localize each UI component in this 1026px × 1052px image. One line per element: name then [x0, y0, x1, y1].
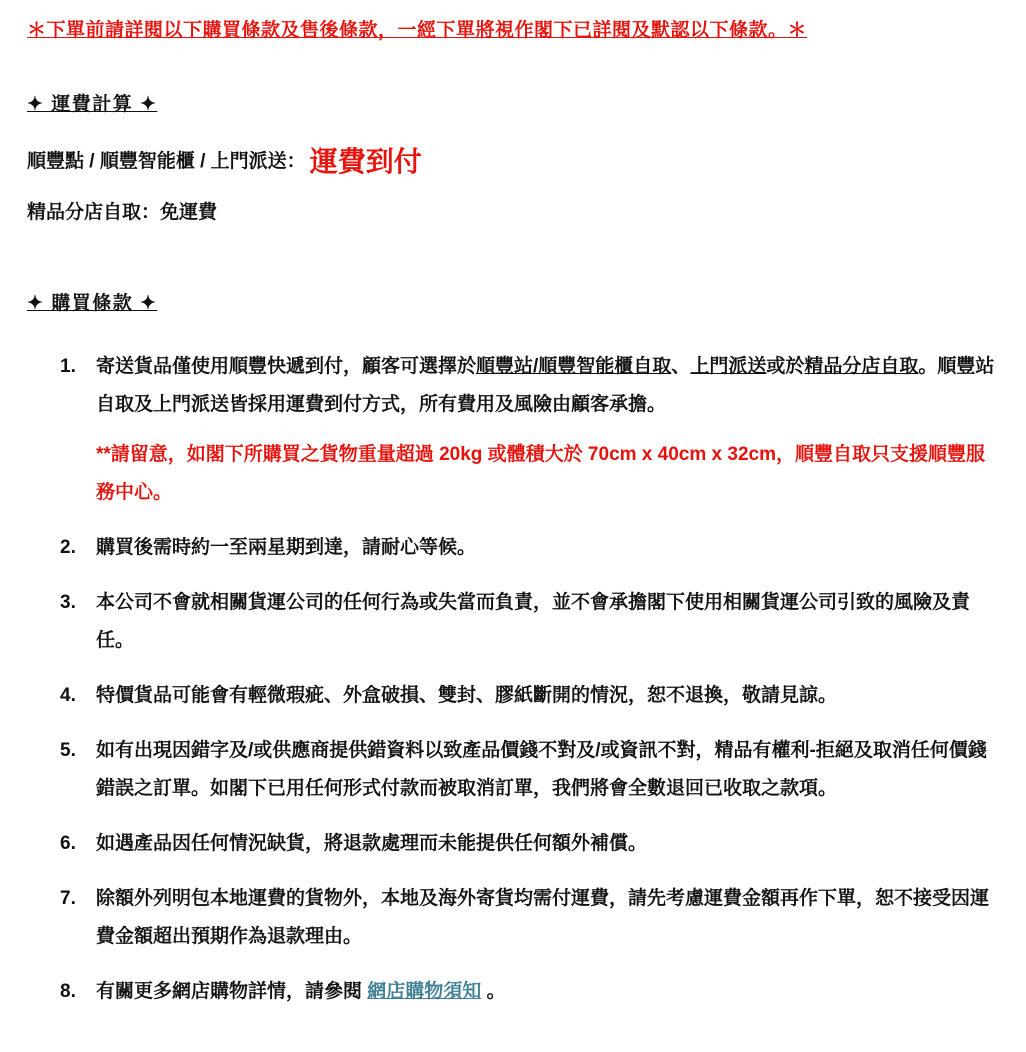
term-item-2 — [60, 529, 996, 567]
term-item-1-pickup-option-underlined: 順豐站/順豐智能櫃自取 — [476, 355, 672, 377]
term-item-7-number: 7. — [60, 887, 76, 909]
term-item-4-text: 特價貨品可能會有輕微瑕疵、外盒破損、雙封、膠紙斷開的情況，恕不退換，敬請見諒。 — [96, 684, 838, 706]
store-shopping-guide-link[interactable]: 網店購物須知 — [367, 980, 482, 1002]
store-pickup-text: 精品分店自取：免運費 — [27, 201, 218, 223]
term-item-3 — [60, 584, 996, 660]
term-item-2-text: 購買後需時約一至兩星期到達，請耐心等候。 — [96, 536, 477, 558]
term-item-7-text: 除額外列明包本地運費的貨物外，本地及海外寄貨均需付運費，請先考慮運費金額再作下單，恕不接受因運費金額超出預期作為退款理由。 — [96, 887, 990, 947]
term-item-7 — [60, 880, 996, 956]
term-item-5-text: 如有出現因錯字及/或供應商提供錯資料以致產品價錢不對及/或資訊不對，精品有權利-拒絕及取消任何價錢錯誤之訂單。如閣下已用任何形式付款而被取消訂單，我們將會全數退回已收取之款項。 — [96, 739, 987, 799]
term-item-1-weight-warning: **請留意，如閣下所購買之貨物重量超過 20kg 或體積大於 70cm x 40cm x 32cm，順豐自取只支援順豐服務中心。 — [96, 443, 985, 503]
shipping-methods-label: 順豐點 / 順豐智能櫃 / 上門派送： — [27, 150, 306, 172]
term-item-1-store-pickup-underlined: 精品分店自取 — [804, 355, 919, 377]
pre-order-notice: ＊下單前請詳閱以下購買條款及售後條款，一經下單將視作閣下已詳閱及默認以下條款。＊ — [27, 20, 808, 41]
term-item-3-text: 本公司不會就相關貨運公司的任何行為或失當而負責，並不會承擔閣下使用相關貨運公司引致的風險及責任。 — [96, 591, 971, 651]
shipping-methods-line — [27, 145, 996, 179]
term-item-1-seg3: 、 — [671, 355, 691, 377]
term-item-8-number: 8. — [60, 980, 76, 1002]
term-item-1 — [60, 348, 996, 512]
term-item-6 — [60, 825, 996, 863]
purchase-terms-heading: ✦ 購買條款 ✦ — [27, 293, 158, 315]
term-item-1-body — [96, 348, 996, 512]
shipping-fee-collect-value: 運費到付 — [309, 145, 422, 177]
purchase-terms-list — [27, 348, 996, 1011]
term-item-8-seg2: 。 — [481, 980, 506, 1002]
term-item-5-number: 5. — [60, 739, 76, 761]
term-item-8-body — [96, 973, 996, 1011]
term-item-1-seg5: 或於 — [766, 355, 805, 377]
term-item-3-number: 3. — [60, 591, 76, 613]
term-item-5 — [60, 732, 996, 808]
term-item-6-text: 如遇產品因任何情況缺貨，將退款處理而未能提供任何額外補償。 — [96, 832, 648, 854]
shipping-fee-heading: ✦ 運費計算 ✦ — [27, 94, 158, 116]
term-item-8-seg1: 有關更多網店購物詳情，請參閱 — [96, 980, 368, 1002]
store-pickup-line — [27, 199, 996, 228]
term-item-8 — [60, 973, 996, 1011]
term-item-1-number: 1. — [60, 355, 76, 377]
term-item-4-number: 4. — [60, 684, 76, 706]
term-item-2-number: 2. — [60, 536, 76, 558]
term-item-1-delivery-option-underlined: 上門派送 — [690, 355, 767, 377]
term-item-4 — [60, 677, 996, 715]
term-item-1-seg7: 。順豐站自取及上門派送皆採用運費到付方式，所有費用及風險由顧客承擔。 — [96, 355, 995, 415]
term-item-6-number: 6. — [60, 832, 76, 854]
term-item-1-seg1: 寄送貨品僅使用順豐快遞到付，顧客可選擇於 — [96, 355, 477, 377]
